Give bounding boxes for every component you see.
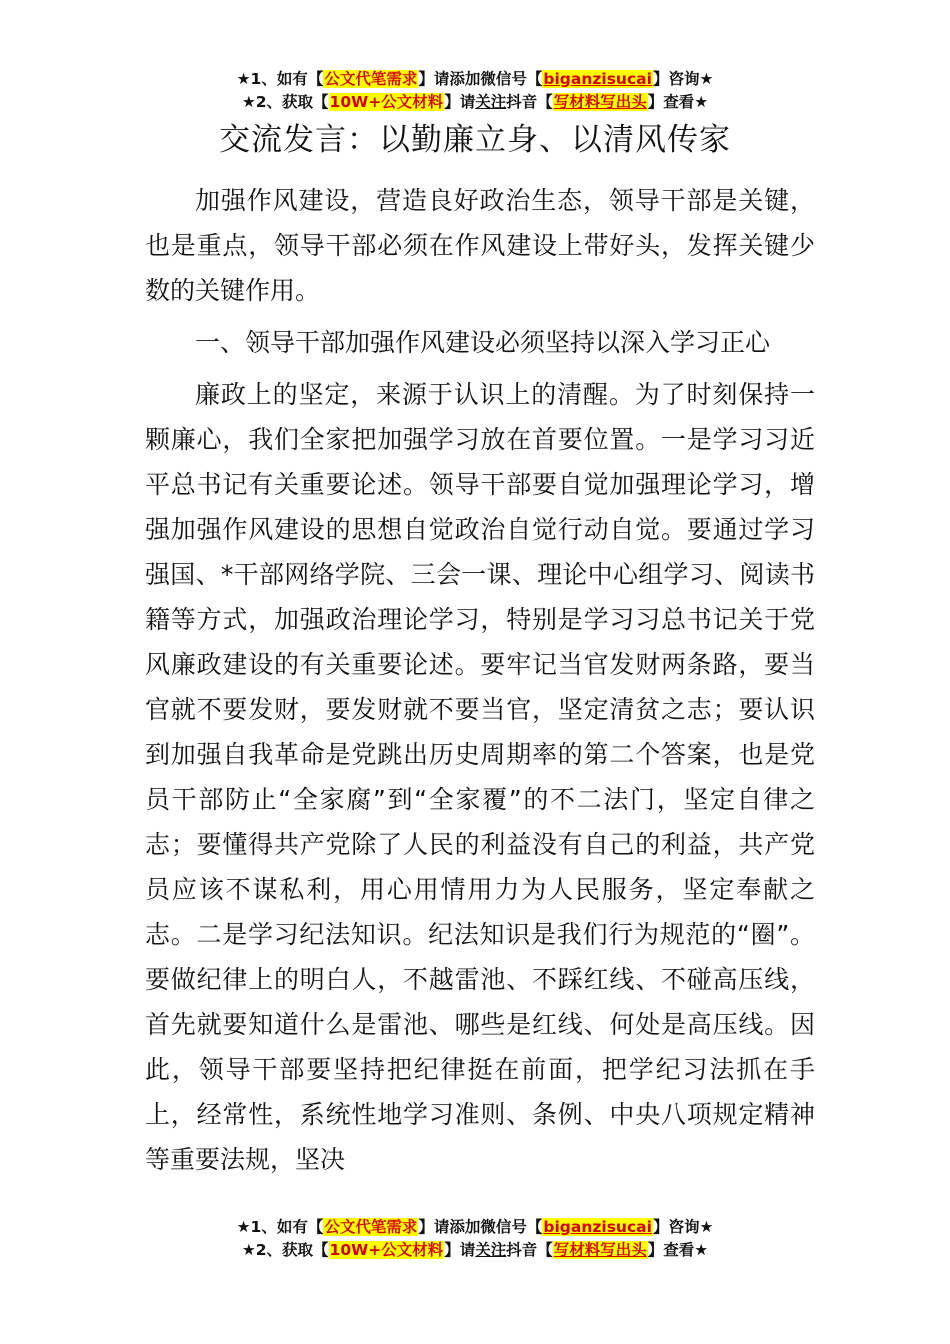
document-body	[145, 178, 815, 1182]
promo-line-1	[0, 1216, 950, 1239]
promo-follow-text: 关注	[475, 93, 507, 111]
promo-text: ★2、获取【	[241, 93, 329, 111]
paragraph-intro: 加强作风建设，营造良好政治生态，领导干部是关键，也是重点，领导干部必须在作风建设上带好头，发挥关键少数的关键作用。	[145, 186, 815, 305]
promo-text: 】请添加微信号【	[418, 1218, 543, 1236]
promo-text: ★2、获取【	[241, 1241, 329, 1259]
douyin-account-link[interactable]: 写材料写出头	[553, 93, 647, 111]
header-promo-banner	[0, 68, 950, 114]
promo-highlight: 10W+公文材料	[329, 1241, 444, 1259]
promo-text: 抖音【	[506, 1241, 553, 1259]
promo-text: 】咨询★	[652, 70, 714, 88]
promo-text: 】请添加微信号【	[418, 70, 543, 88]
wechat-id-link[interactable]: biganzisucai	[543, 70, 652, 88]
promo-text: 抖音【	[506, 93, 553, 111]
promo-highlight: 公文代笔需求	[324, 1218, 418, 1236]
paragraph-study: 廉政上的坚定，来源于认识上的清醒。为了时刻保持一颗廉心，我们全家把加强学习放在首要位置。一是学习习近平总书记有关重要论述。领导干部要自觉加强理论学习，增强加强作风建设的思想自觉政治自觉行动自觉。要通过学习强国、*干部网络学院、三会一课、理论中心组学习、阅读书籍等方式，加强政治理论学习，特别是学习习总书记关于党风廉政建设的有关重要论述。要牢记当官发财两条路，要当官就不要发财，要发财就不要当官，坚定清贫之志；要认识到加强自我革命是党跳出历史周期率的第二个答案，也是党员干部防止“全家腐”到“全家覆”的不二法门，坚定自律之志；要懂得共产党除了人民的利益没有自己的利益，共产党员应该不谋私利，用心用情用力为人民服务，坚定奉献之志。二是学习纪法知识。纪法知识是我们行为规范的“圈”。要做纪律上的明白人，不越雷池、不踩红线、不碰高压线，首先就要知道什么是雷池、哪些是红线、何处是高压线。因此，领导干部要坚持把纪律挺在前面，把学纪习法抓在手上，经常性，系统性地学习准则、条例、中央八项规定精神等重要法规，坚决	[145, 380, 815, 1174]
footer-promo-banner	[0, 1216, 950, 1262]
promo-highlight: 10W+公文材料	[329, 93, 444, 111]
promo-text: 】查看★	[647, 93, 709, 111]
promo-line-2	[0, 1239, 950, 1262]
promo-text: ★1、如有【	[236, 1218, 324, 1236]
section-heading-1: 一、领导干部加强作风建设必须坚持以深入学习正心	[195, 328, 771, 357]
promo-text: 】查看★	[647, 1241, 709, 1259]
promo-line-1	[0, 68, 950, 91]
wechat-id-link[interactable]: biganzisucai	[543, 1218, 652, 1236]
document-title: 交流发言：以勤廉立身、以清风传家	[219, 122, 731, 158]
promo-text: 】请	[444, 93, 476, 111]
promo-text: 】咨询★	[652, 1218, 714, 1236]
promo-text: 】请	[444, 1241, 476, 1259]
promo-text: ★1、如有【	[236, 70, 324, 88]
promo-line-2	[0, 91, 950, 114]
douyin-account-link[interactable]: 写材料写出头	[553, 1241, 647, 1259]
promo-follow-text: 关注	[475, 1241, 507, 1259]
promo-highlight: 公文代笔需求	[324, 70, 418, 88]
